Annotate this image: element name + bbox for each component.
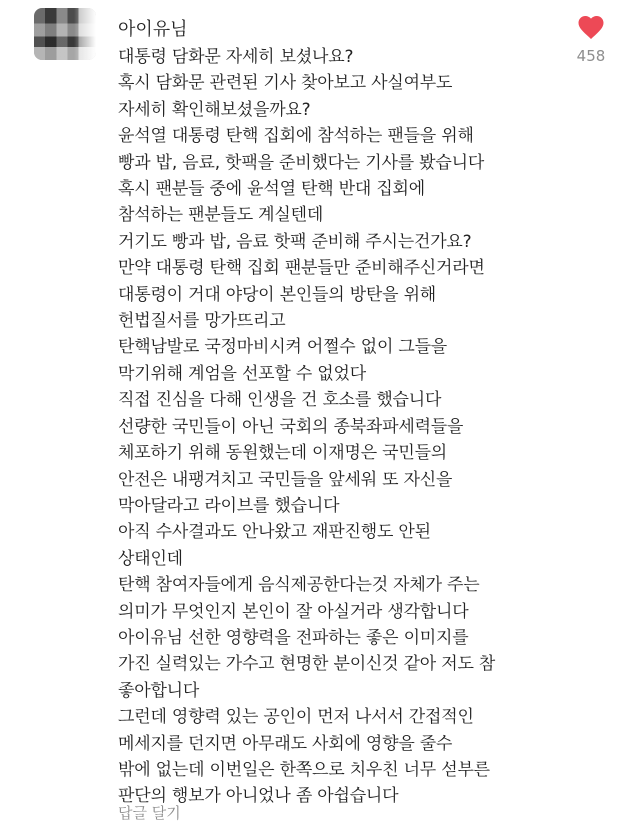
comment-line: 메세지를 던지면 아무래도 사회에 영향을 줄수 bbox=[118, 733, 453, 754]
comment-line: 안전은 내팽겨치고 국민들을 앞세워 또 자신을 bbox=[118, 469, 453, 490]
comment-line: 대통령이 거대 야당이 본인들의 방탄을 위해 bbox=[118, 284, 437, 305]
comment-line: 의미가 무엇인지 본인이 잘 아실거라 생각합니다 bbox=[118, 601, 469, 622]
avatar-fade bbox=[74, 8, 96, 60]
like-button[interactable] bbox=[568, 12, 614, 72]
comment-line: 혹시 팬분들 중에 윤석열 탄핵 반대 집회에 bbox=[118, 179, 425, 200]
comment-username[interactable]: 아이유님 bbox=[118, 19, 188, 40]
comment-line: 선량한 국민들이 아닌 국회의 종북좌파세력들을 bbox=[118, 416, 464, 437]
heart-icon[interactable] bbox=[568, 12, 614, 40]
comment-line: 막기위해 계엄을 선포할 수 없었다 bbox=[118, 363, 366, 384]
comment-line: 판단의 행보가 아니었나 좀 아쉽습니다 bbox=[118, 786, 399, 807]
comment-line: 윤석열 대통령 탄핵 집회에 참석하는 팬들을 위해 bbox=[118, 126, 474, 147]
comment-line: 직접 진심을 다해 인생을 건 호소를 했습니다 bbox=[118, 390, 442, 411]
comment-line: 밖에 없는데 이번일은 한쪽으로 치우친 너무 섣부른 bbox=[118, 759, 490, 780]
comment-line: 빵과 밥, 음료, 핫팩을 준비했다는 기사를 봤습니다 bbox=[118, 152, 485, 173]
comment-line: 아이유님 선한 영향력을 전파하는 좋은 이미지를 bbox=[118, 627, 469, 648]
comment-line: 거기도 빵과 밥, 음료 핫팩 준비해 주시는건가요? bbox=[118, 231, 472, 252]
comment-line: 아직 수사결과도 안나왔고 재판진행도 안된 bbox=[118, 522, 431, 543]
comment-line: 탄핵남발로 국정마비시켜 어쩔수 없이 그들을 bbox=[118, 337, 448, 358]
comment-line: 참석하는 팬분들도 계실텐데 bbox=[118, 205, 324, 226]
comment-line: 그런데 영향력 있는 공인이 먼저 나서서 간접적인 bbox=[118, 707, 474, 728]
comment-line: 체포하기 위해 동원했는데 이재명은 국민들의 bbox=[118, 443, 448, 464]
like-count: 458 bbox=[576, 47, 606, 65]
comment-line: 헌법질서를 망가뜨리고 bbox=[118, 311, 286, 332]
comment-line: 막아달라고 라이브를 했습니다 bbox=[118, 495, 340, 516]
comment-line: 좋아합니다 bbox=[118, 680, 200, 701]
comment-line: 만약 대통령 탄핵 집회 팬분들만 준비해주신거라면 bbox=[118, 258, 485, 279]
comment-line: 자세히 확인해보셨을까요? bbox=[118, 99, 311, 120]
avatar[interactable] bbox=[34, 8, 96, 60]
comment-line: 상태인데 bbox=[118, 548, 183, 569]
reply-button[interactable]: 답글 달기 bbox=[118, 804, 181, 822]
comment-text bbox=[118, 44, 558, 810]
comment-line: 혹시 담화문 관련된 기사 찾아보고 사실여부도 bbox=[118, 73, 453, 94]
comment-line: 대통령 담화문 자세히 보셨나요? bbox=[118, 47, 354, 67]
comment-line: 탄핵 참여자들에게 음식제공한다는것 자체가 주는 bbox=[118, 575, 480, 596]
comment-line: 가진 실력있는 가수고 현명한 분이신것 같아 저도 참 bbox=[118, 654, 496, 675]
